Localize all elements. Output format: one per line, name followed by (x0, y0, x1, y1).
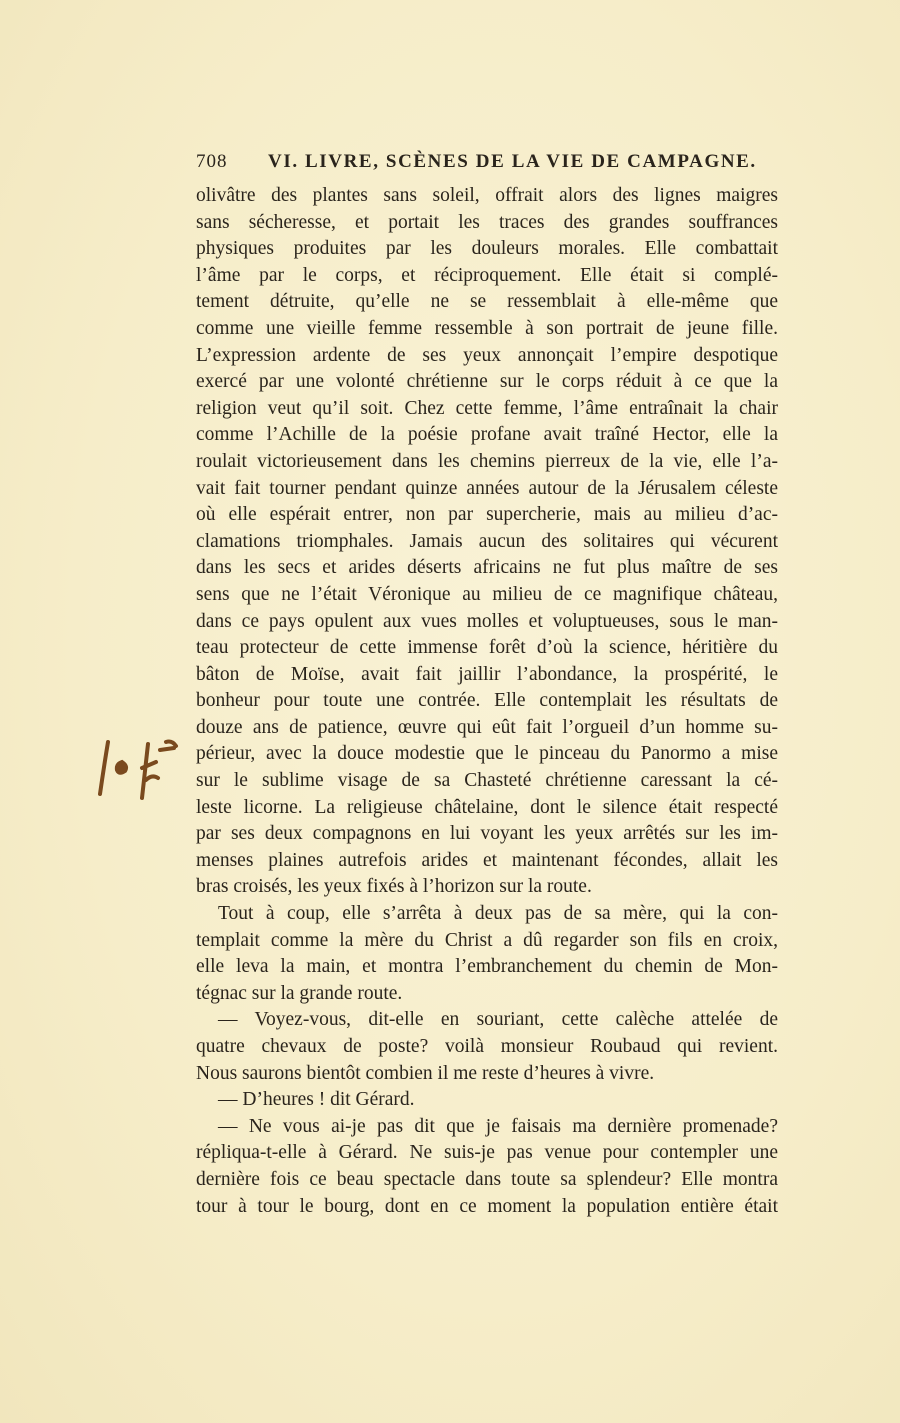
text-line: par ses deux compagnons en lui voyant les yeux arrêtés sur les im- (196, 823, 778, 845)
text-line: Tout à coup, elle s’arrêta à deux pas de sa mère, qui la con- (218, 903, 778, 925)
text-line: elle leva la main, et montra l’embranchement du chemin de Mon- (196, 956, 778, 978)
text-line: quatre chevaux de poste? voilà monsieur Roubaud qui revient. (196, 1036, 778, 1057)
text-line: périeur, avec la douce modestie que le pinceau du Panormo a mise (196, 743, 778, 765)
handwritten-note-drawing (86, 736, 186, 806)
text-line: olivâtre des plantes sans soleil, offrait alors des lignes maigres (196, 185, 778, 206)
text-line: physiques produites par les douleurs morales. Elle combattait (196, 238, 778, 260)
text-line: où elle espérait entrer, non par supercherie, mais au milieu d’ac- (196, 504, 778, 526)
text-line: sur le sublime visage de sa Chasteté chrétienne caressant la cé- (196, 770, 778, 792)
text-line: sans sécheresse, et portait les traces des grandes souffrances (196, 211, 778, 233)
page-header (196, 151, 778, 175)
text-line: répliqua-t-elle à Gérard. Ne suis-je pas venue pour contempler une (196, 1142, 778, 1164)
text-line: l’âme par le corps, et réciproquement. Elle était si complé- (196, 264, 778, 286)
text-line: comme une vieille femme ressemble à son portrait de jeune fille. (196, 317, 778, 339)
text-line: — Voyez-vous, dit-elle en souriant, cette calèche attelée de (218, 1009, 778, 1031)
text-line: dernière fois ce beau spectacle dans toute sa splendeur? Elle montra (196, 1168, 778, 1190)
text-line: douze ans de patience, œuvre qui eût fait l’orgueil d’un homme su- (196, 716, 778, 738)
text-line: Nous saurons bientôt combien il me reste d’heures à vivre. (196, 1062, 655, 1084)
text-line: — Ne vous ai-je pas dit que je faisais ma dernière promenade? (218, 1115, 778, 1137)
text-line: religion veut qu’il soit. Chez cette femme, l’âme entraînait la chair (196, 397, 778, 419)
text-line: comme l’Achille de la poésie profane avait traîné Hector, elle la (196, 424, 778, 446)
text-line: templait comme la mère du Christ a dû regarder son fils en croix, (196, 929, 778, 951)
text-line: menses plaines autrefois arides et maintenant fécondes, allait les (196, 849, 778, 871)
text-line: bâton de Moïse, avait fait jaillir l’abondance, la prospérité, le (196, 663, 778, 685)
text-line: L’expression ardente de ses yeux annonçait l’empire despotique (196, 344, 778, 366)
text-line: — D’heures ! dit Gérard. (218, 1089, 415, 1111)
text-line: dans ce pays opulent aux vues molles et voluptueuses, sous le man- (196, 610, 778, 632)
handwritten-margin-note (86, 736, 186, 806)
text-line: teau protecteur de cette immense forêt d’où la science, héritière du (196, 637, 778, 659)
text-line: sens que ne l’était Véronique au milieu de ce magnifique château, (196, 583, 778, 605)
text-line: tement détruite, qu’elle ne se ressemblait à elle-même que (196, 291, 778, 313)
text-line: vait fait tourner pendant quinze années autour de la Jérusalem céleste (196, 477, 778, 499)
page-number: 708 (196, 151, 228, 172)
text-line: clamations triomphales. Jamais aucun des solitaires qui vécurent (196, 530, 778, 552)
text-line: exercé par une volonté chrétienne sur le corps réduit à ce que la (196, 371, 778, 393)
text-line: leste licorne. La religieuse châtelaine, dont le silence était respecté (196, 796, 778, 818)
running-title: VI. LIVRE, SCÈNES DE LA VIE DE CAMPAGNE. (268, 151, 757, 172)
text-line: tour à tour le bourg, dont en ce moment la population entière était (196, 1195, 778, 1217)
text-line: bras croisés, les yeux fixés à l’horizon sur la route. (196, 876, 592, 898)
text-line: roulait victorieusement dans les chemins pierreux de la vie, elle l’a- (196, 450, 778, 472)
text-line: dans les secs et arides déserts africains ne fut plus maître de ses (196, 557, 778, 579)
text-line: tégnac sur la grande route. (196, 982, 403, 1004)
body-text (196, 183, 778, 1220)
text-line: bonheur pour toute une contrée. Elle contemplait les résultats de (196, 690, 778, 712)
